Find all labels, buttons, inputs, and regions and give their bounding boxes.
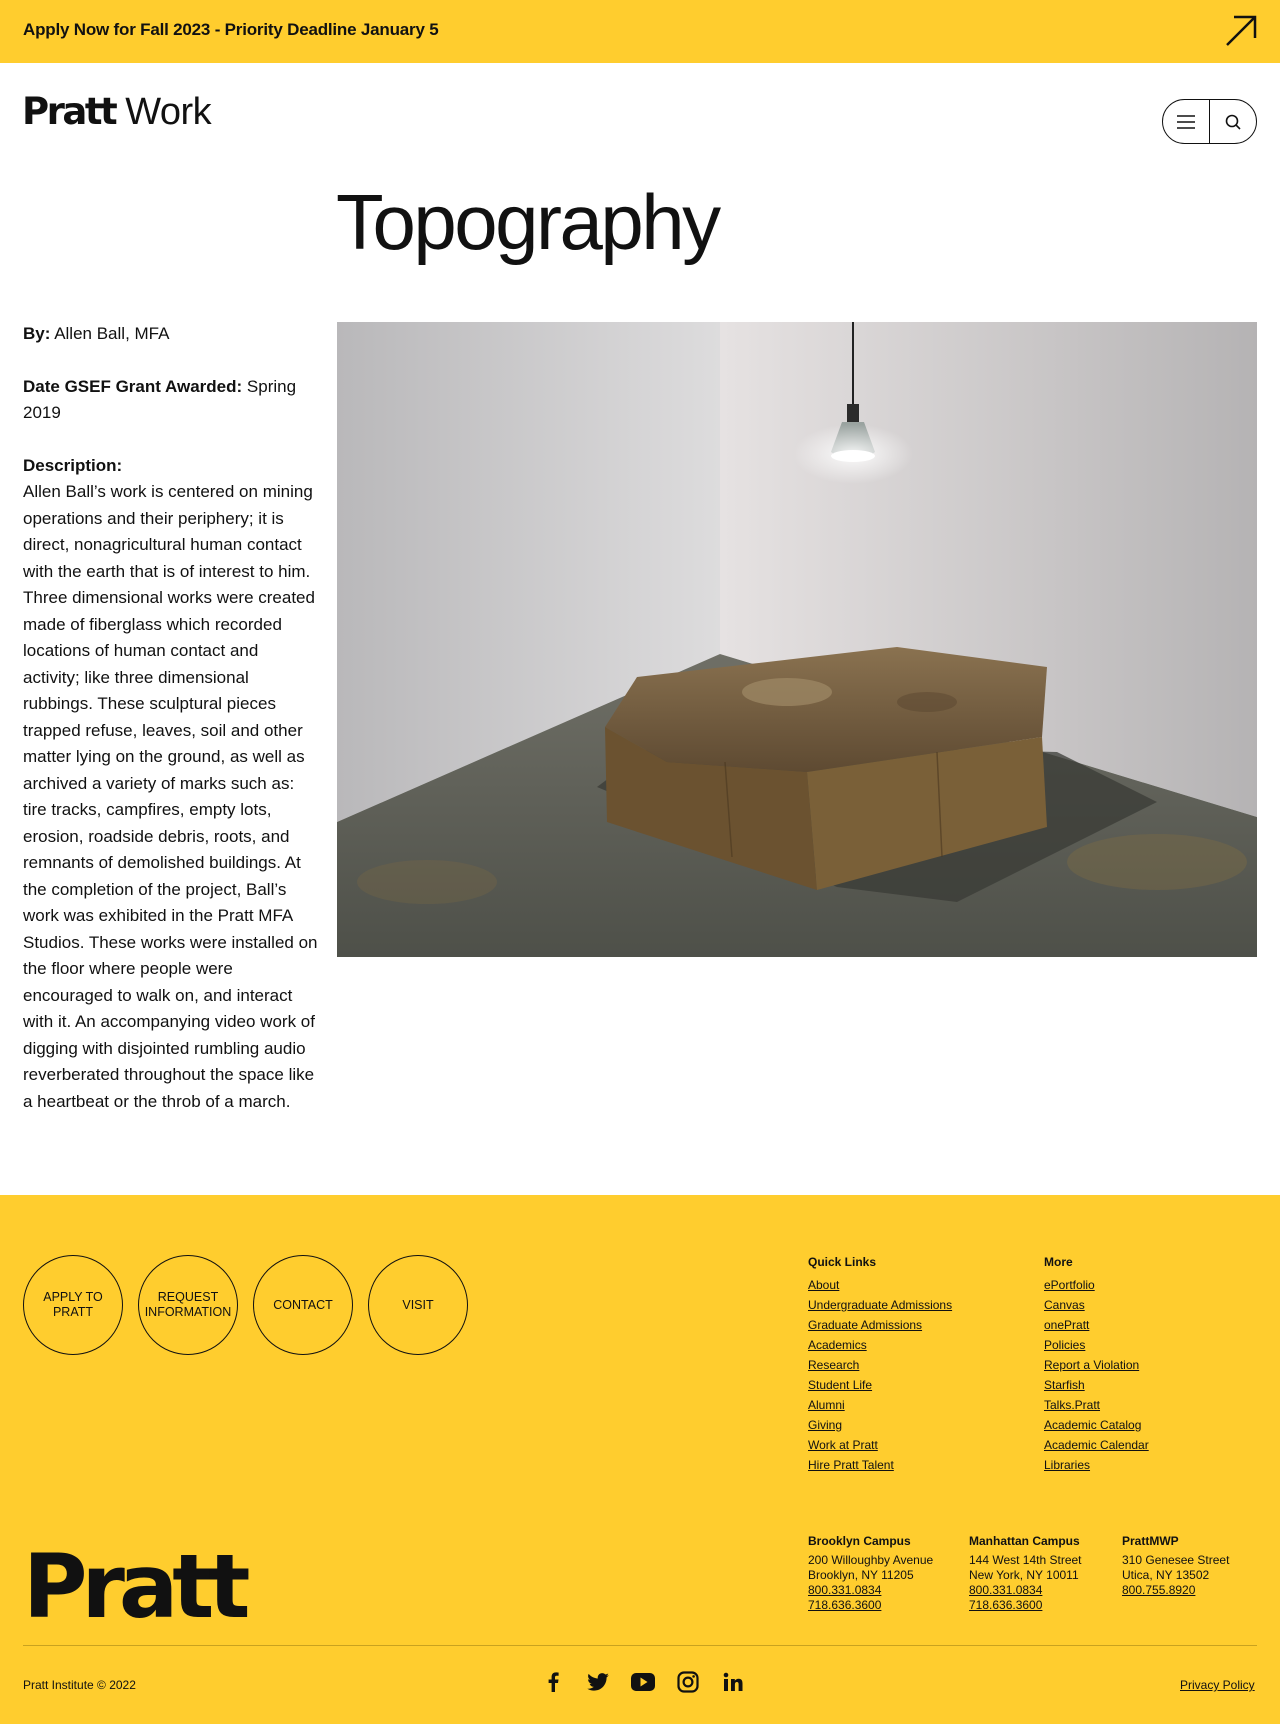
campus-city: New York, NY 10011	[969, 1568, 1079, 1582]
campus-prattmwp	[1122, 1534, 1229, 1598]
campus-phone[interactable]: 800.331.0834	[969, 1583, 1043, 1597]
campus-phone[interactable]: 718.636.3600	[808, 1598, 882, 1612]
apply-circle-button[interactable]: APPLY TO PRATT	[23, 1255, 123, 1355]
footer-link[interactable]: Report a Violation	[1044, 1358, 1140, 1372]
search-icon	[1224, 113, 1242, 131]
footer-link[interactable]: Academic Calendar	[1044, 1438, 1149, 1452]
cta-circles	[23, 1255, 468, 1355]
artwork-photo	[337, 322, 1257, 957]
footer-link[interactable]: Alumni	[808, 1398, 845, 1412]
date-line	[23, 374, 318, 427]
footer-link[interactable]: ePortfolio	[1044, 1278, 1095, 1292]
campus-manhattan	[969, 1534, 1082, 1613]
footer-link[interactable]: Student Life	[808, 1378, 873, 1392]
campus-name: Brooklyn Campus	[808, 1534, 911, 1548]
menu-button[interactable]	[1163, 100, 1209, 143]
footer-link[interactable]: Giving	[808, 1418, 843, 1432]
twitter-icon[interactable]	[585, 1669, 610, 1694]
campus-city: Brooklyn, NY 11205	[808, 1568, 914, 1582]
logo-work: Work	[125, 91, 212, 133]
search-button[interactable]	[1209, 100, 1256, 143]
campus-name: Manhattan Campus	[969, 1534, 1080, 1548]
footer-link[interactable]: About	[808, 1278, 840, 1292]
footer-link[interactable]: Academics	[808, 1338, 867, 1352]
hamburger-icon	[1176, 114, 1196, 130]
campus-address: 200 Willoughby Avenue	[808, 1553, 934, 1567]
logo-pratt: Pratt	[22, 90, 116, 133]
footer-link[interactable]: onePratt	[1044, 1318, 1090, 1332]
more-links-title: More	[1044, 1255, 1073, 1269]
footer-link[interactable]: Policies	[1044, 1338, 1086, 1352]
footer-link[interactable]: Academic Catalog	[1044, 1418, 1142, 1432]
campus-phone[interactable]: 800.755.8920	[1122, 1583, 1196, 1597]
youtube-icon[interactable]	[630, 1669, 655, 1694]
linkedin-icon[interactable]	[720, 1669, 745, 1694]
page-title: Topography	[336, 178, 719, 266]
request-info-circle-button[interactable]: REQUEST INFORMATION	[138, 1255, 238, 1355]
footer-link[interactable]: Graduate Admissions	[808, 1318, 923, 1332]
campus-phone[interactable]: 718.636.3600	[969, 1598, 1043, 1612]
footer-link[interactable]: Canvas	[1044, 1298, 1085, 1312]
pratt-work-logo[interactable]	[22, 90, 212, 133]
social-links	[540, 1669, 745, 1694]
site-footer	[0, 1195, 1280, 1724]
visit-circle-button[interactable]: VISIT	[368, 1255, 468, 1355]
facebook-icon[interactable]	[540, 1669, 565, 1694]
footer-link[interactable]: Work at Pratt	[808, 1438, 878, 1452]
footer-link[interactable]: Research	[808, 1358, 860, 1372]
description-text: Allen Ball’s work is centered on mining operations and their periphery; it is direct, nonagricultural human contact with the earth that is of interest to him. Three dimensional works were created made of fiberglass which recorded locations of human contact and activity; like three dimensional rubbings. These sculptural pieces trapped refuse, leaves, soil and other matter lying on the ground, as well as archived a variety of marks such as: tire tracks, campfires, empty lots, erosion, roadside debris, roots, and remnants of demolished buildings. At the completion of the project, Ball’s work was exhibited in the Pratt MFA Studios. These works were installed on the floor where people were encouraged to walk on, and interact with it. An accompanying video work of digging with disjointed rumbling audio reverberated throughout the space like a heartbeat or the throb of a march.	[23, 482, 318, 1111]
author-name: Allen Ball, MFA	[50, 324, 170, 343]
footer-divider	[23, 1645, 1257, 1646]
by-label: By:	[23, 324, 51, 343]
description-block	[23, 453, 318, 1116]
campus-city: Utica, NY 13502	[1122, 1568, 1210, 1582]
campus-name: PrattMWP	[1122, 1534, 1179, 1548]
footer-link[interactable]: Starfish	[1044, 1378, 1085, 1392]
site-header	[0, 63, 1280, 183]
quick-links-title: Quick Links	[808, 1255, 877, 1269]
nav-controls	[1162, 99, 1257, 144]
footer-link[interactable]: Hire Pratt Talent	[808, 1458, 894, 1472]
campus-address: 144 West 14th Street	[969, 1553, 1082, 1567]
date-label: Date GSEF Grant Awarded:	[23, 376, 243, 396]
apply-banner[interactable]	[0, 0, 1280, 63]
instagram-icon[interactable]	[675, 1669, 700, 1694]
copyright: Pratt Institute © 2022	[23, 1678, 136, 1692]
footer-pratt-logo[interactable]: Pratt	[23, 1535, 245, 1638]
arrow-up-right-icon[interactable]	[1224, 14, 1258, 48]
more-links	[1044, 1255, 1149, 1475]
date-value: Spring 2019	[23, 376, 297, 422]
campus-phone[interactable]: 800.331.0834	[808, 1583, 882, 1597]
author-line	[23, 321, 318, 348]
privacy-policy-link[interactable]: Privacy Policy	[1180, 1678, 1255, 1692]
campus-address: 310 Genesee Street	[1122, 1553, 1230, 1567]
campus-brooklyn	[808, 1534, 933, 1613]
footer-link[interactable]: Talks.Pratt	[1044, 1398, 1101, 1412]
banner-text[interactable]: Apply Now for Fall 2023 - Priority Deadline January 5	[23, 20, 439, 39]
contact-circle-button[interactable]: CONTACT	[253, 1255, 353, 1355]
project-details	[23, 321, 318, 1141]
footer-link[interactable]: Libraries	[1044, 1458, 1091, 1472]
description-label: Description:	[23, 455, 123, 475]
quick-links	[808, 1255, 952, 1475]
footer-link[interactable]: Undergraduate Admissions	[808, 1298, 953, 1312]
